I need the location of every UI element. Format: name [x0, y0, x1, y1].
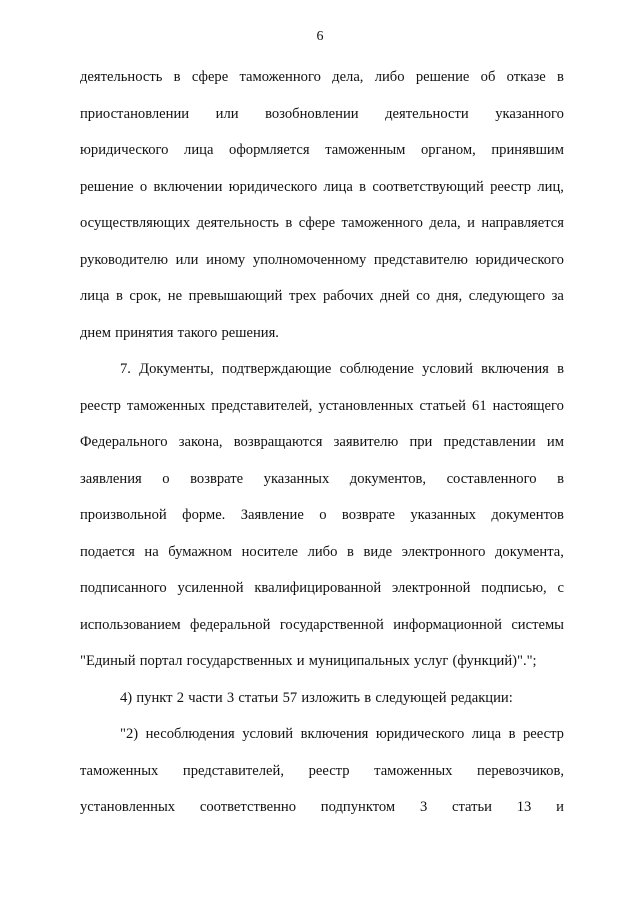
word: за — [551, 288, 564, 304]
word: реестр — [490, 178, 532, 195]
word: в — [557, 361, 564, 377]
word: Федерального — [80, 434, 168, 450]
word: указанного — [495, 105, 564, 122]
word: электронной — [391, 580, 471, 596]
word: юридического — [375, 726, 465, 742]
word: таможенного — [341, 215, 423, 231]
word: форме. — [182, 507, 226, 523]
word: возврате — [341, 507, 395, 523]
word: или — [175, 251, 199, 268]
word: документа, — [494, 543, 564, 560]
word: 2 — [176, 689, 185, 706]
text-line — [80, 613, 564, 650]
word: направляется — [481, 215, 564, 231]
word: лиц, — [537, 178, 564, 195]
text-line — [80, 175, 564, 212]
word: лица — [471, 726, 502, 742]
word: рабочих — [322, 288, 374, 304]
text-line — [80, 503, 564, 540]
word: решения. — [221, 324, 279, 341]
word: указанных — [263, 470, 330, 487]
word: в — [364, 689, 372, 706]
text-line — [80, 467, 564, 504]
word: юридического — [475, 251, 564, 268]
text-line — [80, 686, 564, 723]
word: реестр — [308, 762, 350, 779]
word: установленных — [80, 799, 176, 815]
word: оформляется — [229, 142, 310, 158]
page-number: 6 — [316, 29, 324, 44]
word: юридического — [80, 142, 169, 158]
word: изложить — [301, 689, 361, 706]
text-line — [80, 321, 564, 358]
word: превышающий — [188, 288, 283, 304]
word: условий — [242, 726, 294, 742]
word: им — [546, 434, 564, 450]
word: указанных — [410, 507, 476, 523]
word: о — [139, 178, 148, 195]
word: возвращаются — [233, 434, 323, 450]
word: включении — [153, 178, 223, 195]
word: настоящего — [492, 397, 564, 414]
word: деятельность — [80, 69, 163, 85]
text-line — [80, 759, 564, 796]
word: не — [167, 288, 183, 304]
word: или — [215, 105, 239, 122]
word: лица — [80, 288, 110, 304]
word: руководителю — [80, 251, 168, 268]
word: представлении — [443, 434, 536, 450]
word: виде — [363, 543, 393, 560]
word: бумажном — [168, 543, 233, 560]
word: 3 — [419, 799, 428, 815]
word: подписью, — [481, 580, 547, 596]
word: в — [115, 288, 123, 304]
word: дней — [380, 288, 410, 304]
word: таможенного — [239, 69, 321, 85]
word: деятельность — [196, 215, 279, 231]
word: при — [409, 434, 433, 450]
word: редакции: — [450, 689, 513, 706]
word: федеральной — [190, 616, 271, 633]
word: "2) — [120, 726, 139, 742]
word: государственной — [279, 616, 384, 633]
word: на — [144, 543, 159, 560]
word: 4) — [120, 689, 133, 706]
word: сфере — [191, 69, 229, 85]
word: в — [173, 69, 181, 85]
word: в — [285, 215, 293, 231]
text-line — [80, 394, 564, 431]
word: муниципальных — [308, 653, 410, 669]
word: системы — [511, 616, 564, 633]
word: условий — [422, 361, 473, 377]
word: документов, — [349, 470, 427, 487]
word: принятия — [115, 324, 174, 341]
word: закона, — [178, 434, 223, 450]
word: государственных — [186, 653, 293, 669]
word: следующего — [468, 288, 546, 304]
word: Документы, — [139, 361, 214, 377]
text-line — [80, 649, 564, 686]
word: в — [508, 726, 516, 742]
word: заявления — [80, 470, 142, 487]
word: дня, — [436, 288, 463, 304]
word: перевозчиков, — [477, 762, 564, 779]
word: о — [162, 470, 170, 487]
document-body — [80, 65, 564, 832]
word: электронного — [401, 543, 486, 560]
word: дела, — [429, 215, 461, 231]
word: пункт — [136, 689, 173, 706]
word: носителе — [241, 543, 298, 560]
text-line — [80, 138, 564, 175]
text-line — [80, 430, 564, 467]
word: решение — [80, 178, 134, 195]
word: установленных — [318, 397, 414, 414]
word: представителей, — [211, 397, 313, 414]
word: в — [359, 178, 367, 195]
word: и — [556, 799, 564, 815]
text-line — [80, 795, 564, 832]
word: днем — [80, 324, 111, 341]
word: решение — [415, 69, 470, 85]
word: соответственно — [199, 799, 297, 815]
word: такого — [177, 324, 218, 341]
word: либо — [374, 69, 405, 85]
word: органом, — [421, 142, 476, 158]
word: квалифицированной — [254, 580, 382, 596]
word: таможенных — [126, 397, 206, 414]
text-line — [80, 248, 564, 285]
word: дела, — [332, 69, 364, 85]
word: статьи — [452, 799, 492, 815]
word: возврате — [190, 470, 244, 487]
text-line — [80, 540, 564, 577]
word: 7. — [120, 361, 131, 377]
word: "Единый — [80, 653, 136, 669]
text-line — [80, 576, 564, 613]
word: подпунктом — [320, 799, 396, 815]
word: трех — [288, 288, 317, 304]
word: в — [347, 543, 354, 560]
word: и — [296, 653, 305, 669]
word: уполномоченному — [252, 251, 367, 268]
word: произвольной — [80, 507, 167, 523]
word: соответствующий — [372, 178, 484, 195]
word: представителю — [373, 251, 468, 268]
word: иному — [206, 251, 246, 268]
word: представителей, — [182, 762, 284, 779]
text-line — [80, 211, 564, 248]
word: 13 — [516, 799, 532, 815]
word: таможенным — [325, 142, 406, 158]
word: портал — [139, 653, 183, 669]
word: 3 — [226, 689, 235, 706]
word: заявителю — [333, 434, 399, 450]
word: лица — [184, 142, 214, 158]
word: таможенных — [80, 762, 159, 779]
word: подтверждающие — [221, 361, 332, 377]
word: статьи — [238, 689, 279, 706]
word: об — [480, 69, 496, 85]
word: следующей — [375, 689, 447, 706]
word: приостановлении — [80, 105, 190, 122]
word: усиленной — [177, 580, 244, 596]
word: подписанного — [80, 580, 167, 596]
word: и — [467, 215, 475, 231]
word: соблюдение — [339, 361, 414, 377]
word: составленного — [446, 470, 537, 487]
word: деятельности — [385, 105, 469, 122]
word: включения — [300, 726, 369, 742]
word: о — [319, 507, 327, 523]
word: подается — [80, 543, 135, 560]
word: информационной — [393, 616, 502, 633]
word: использованием — [80, 616, 181, 633]
word: со — [416, 288, 430, 304]
word: документов — [491, 507, 564, 523]
word: в — [557, 69, 564, 85]
word: включения — [481, 361, 549, 377]
word: части — [188, 689, 223, 706]
word: юридического — [228, 178, 318, 195]
word: Заявление — [240, 507, 304, 523]
word: реестр — [80, 397, 121, 414]
text-line — [80, 722, 564, 759]
word: осуществляющих — [80, 215, 191, 231]
word: принявшим — [491, 142, 564, 158]
word: несоблюдения — [145, 726, 235, 742]
word: реестр — [522, 726, 564, 742]
word: таможенных — [374, 762, 453, 779]
word: сфере — [298, 215, 336, 231]
word: срок, — [129, 288, 162, 304]
text-line — [80, 357, 564, 394]
word: 61 — [472, 397, 487, 414]
word: либо — [307, 543, 338, 560]
word: (функций)"."; — [452, 653, 537, 669]
word: отказе — [506, 69, 546, 85]
word: возобновлении — [265, 105, 359, 122]
word: услуг — [414, 653, 449, 669]
word: статьей — [419, 397, 466, 414]
text-line — [80, 284, 564, 321]
text-line — [80, 65, 564, 102]
word: 57 — [282, 689, 298, 706]
word: лица — [323, 178, 353, 195]
word: с — [557, 580, 564, 596]
word: в — [557, 470, 564, 487]
text-line — [80, 102, 564, 139]
